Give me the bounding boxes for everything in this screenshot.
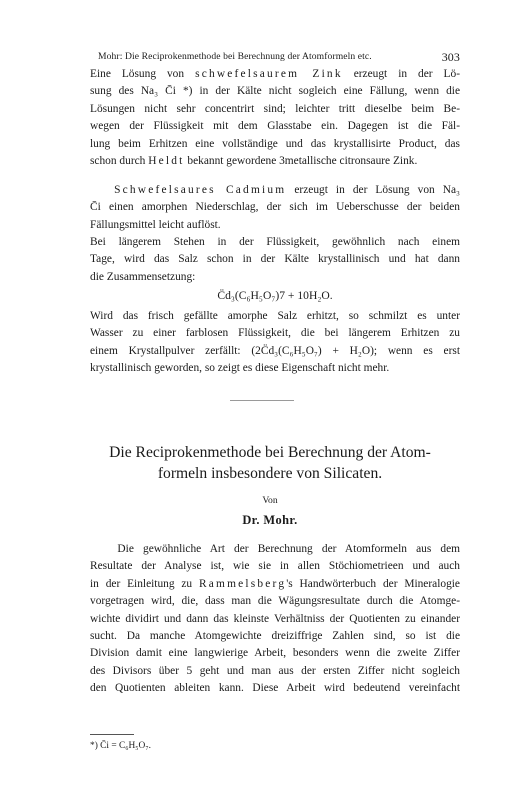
text-line: des Divisors über 5 geht und man aus der ersten Ziffer nicht sogleich: [90, 664, 460, 677]
text-line: vorgetragen wird, die, dass man die Wägungsresultate durch die Atomge-: [90, 595, 460, 608]
text-line: den Quotienten ableiten kann. Diese Arbeit wird bedeutend vereinfacht: [90, 682, 460, 695]
paragraph-zinc: [90, 66, 460, 170]
text-line: Wasser zu einer farblosen Flüssigkeit, die bei längerem Erhitzen zu: [90, 327, 460, 340]
text-line: Schwefelsaures Cadmium erzeugt in der Lösung von Na₃: [114, 184, 460, 196]
text-line: Eine Lösung von schwefelsaurem Zink erzeugt in der Lö-: [90, 68, 460, 80]
text-line: wegen der Flüssigkeit mit dem Glasstabe ein. Dagegen ist die Fäl-: [90, 120, 460, 133]
footnote: *) C̄i = C₆H₅O₇.: [90, 741, 151, 751]
article-title: [80, 442, 460, 484]
paragraph-method: [90, 541, 460, 698]
paragraph-heating: [90, 308, 460, 378]
text-line: sucht. Da manche Atomgewichte dreiziffrige Zahlen sind, so ist die: [90, 629, 460, 642]
text-line: Fällungsmittel leicht auflöst.: [90, 218, 221, 231]
text-line: lung beim Erhitzen eine vollständige und das krystallisirte Product, das: [90, 137, 460, 150]
text-line: einem Krystallpulver zerfällt: (2C̈d₃(C₆H₅O₇) + H₂O); wenn es erst: [90, 344, 460, 357]
text-line: Wird das frisch gefällte amorphe Salz erhitzt, so schmilzt es unter: [90, 310, 460, 322]
author-name: Dr. Mohr.: [242, 513, 298, 527]
section-divider: [230, 400, 294, 401]
byline-von: Von: [262, 495, 278, 506]
text-line: wichte dividirt und dann das kleinste Verhältniss der Quotienten zu einander: [90, 612, 460, 625]
text-line: Resultate der Analyse ist, wie sie in allen Stöchiometrieen und auch: [90, 560, 460, 573]
title-line: formeln insbesondere von Silicaten.: [157, 465, 383, 482]
running-title: Mohr: Die Reciprokenmethode bei Berechnung der Atomformeln etc.: [98, 51, 372, 62]
text-line: Lösungen nicht sehr concentrirt sind; leichter tritt dieselbe beim Be-: [90, 102, 460, 115]
text-line: Bei längerem Stehen in der Flüssigkeit, gewöhnlich nach einem: [90, 236, 460, 248]
paragraph-cadmium: [90, 182, 460, 234]
title-line: Die Reciprokenmethode bei Berechnung der Atom-: [109, 444, 431, 461]
text-line: krystallinisch geworden, so zeigt es diese Eigenschaft nicht mehr.: [90, 362, 390, 375]
page-number: 303: [441, 50, 460, 64]
paragraph-standing: [90, 234, 460, 286]
text-line: in der Einleitung zu Rammelsberg's Handwörterbuch der Mineralogie: [90, 577, 460, 590]
text-line: die Zusammensetzung:: [90, 270, 196, 283]
running-head: [98, 51, 460, 62]
footnote-rule: [90, 734, 134, 735]
text-line: Die gewöhnliche Art der Berechnung der Atomformeln aus dem: [117, 543, 461, 555]
text-line: Tage, wird das Salz schon in der Kälte krystallinisch und hat dann: [90, 253, 460, 266]
text-line: sung des Na₃ C̄i *) in der Kälte nicht sogleich eine Fällung, wenn die: [90, 85, 460, 98]
text-line: C̄i einen amorphen Niederschlag, der sich im Ueberschusse der beiden: [90, 201, 460, 214]
formula-cadmium-citrate: C̈d₃(C₆H₅O₇)7 + 10H₂O.: [217, 289, 333, 302]
text-line: Division damit eine langwierige Arbeit, besonders wenn die zweite Ziffer: [90, 647, 460, 660]
text-line: schon durch Heldt bekannt gewordene 3metallische citronsaure Zink.: [90, 154, 418, 167]
